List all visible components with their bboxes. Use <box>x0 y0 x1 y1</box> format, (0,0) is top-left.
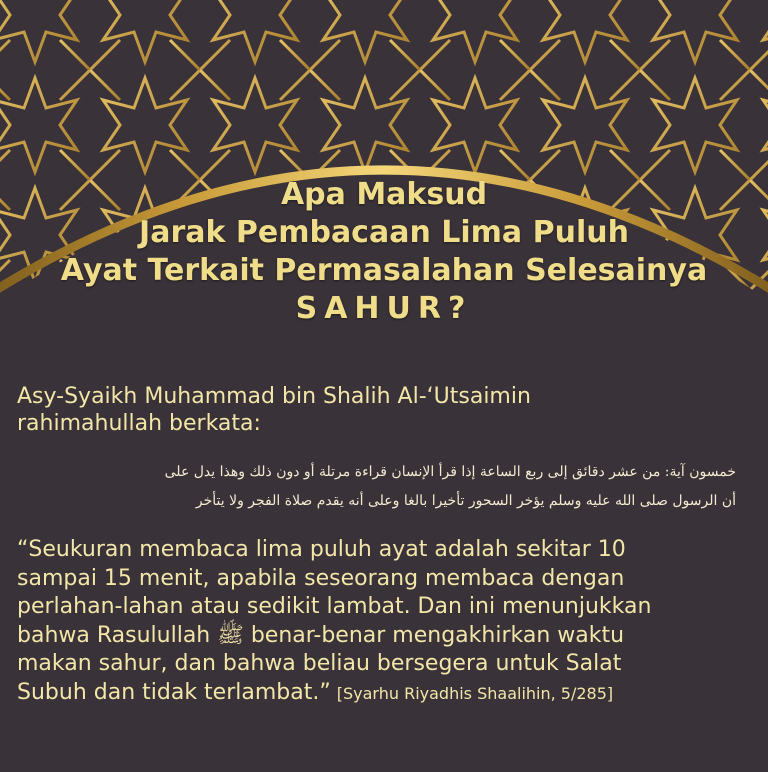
arabic-line-2: أن الرسول صلى الله عليه وسلم يؤخر السحور تأخيرا بالغا وعلى أنه يقدم صلاة الفجر ولا يتأخر <box>195 493 736 509</box>
quote-line-6-text: Subuh dan tidak terlambat.” <box>17 679 331 705</box>
title-line-1: Apa Maksud <box>280 177 488 212</box>
quote-line-4-end: benar-benar mengakhirkan waktu <box>250 622 625 648</box>
quote-line-3: perlahan-lahan atau sedikit lambat. Dan ini menunjukkan <box>17 594 652 619</box>
quote-line-6 <box>17 679 757 709</box>
author-attribution <box>17 383 757 437</box>
quote-line-4 <box>17 622 757 651</box>
arabic-line-1: خمسون آية: من عشر دقائق إلى ربع الساعة إذا قرأ الإنسان قراءة مرتلة أو دون ذلك وهذا يدل على <box>164 464 736 480</box>
source-reference: [Syarhu Riyadhis Shaalihin, 5/285] <box>336 683 614 703</box>
author-line-2: rahimahullah berkata: <box>17 411 261 436</box>
title-line-2: Jarak Pembacaan Lima Puluh <box>139 215 629 250</box>
quote-line-5: makan sahur, dan bahwa beliau bersegera untuk Salat <box>17 651 622 676</box>
quote-line-1: “Seukuran membaca lima puluh ayat adalah sekitar 10 <box>17 537 626 562</box>
title-line-4: SAHUR? <box>295 291 473 326</box>
salawat-honorific: ﷺ <box>217 622 244 648</box>
author-line-1: Asy-Syaikh Muhammad bin Shalih Al-‘Utsaimin <box>17 384 531 409</box>
main-title <box>0 176 768 328</box>
arabic-quote <box>50 458 736 516</box>
translation-quote <box>17 536 757 708</box>
title-line-3: Ayat Terkait Permasalahan Selesainya <box>60 253 708 288</box>
quote-line-2: sampai 15 menit, apabila seseorang membaca dengan <box>17 565 625 591</box>
quote-line-4-start: bahwa Rasulullah <box>17 622 211 648</box>
